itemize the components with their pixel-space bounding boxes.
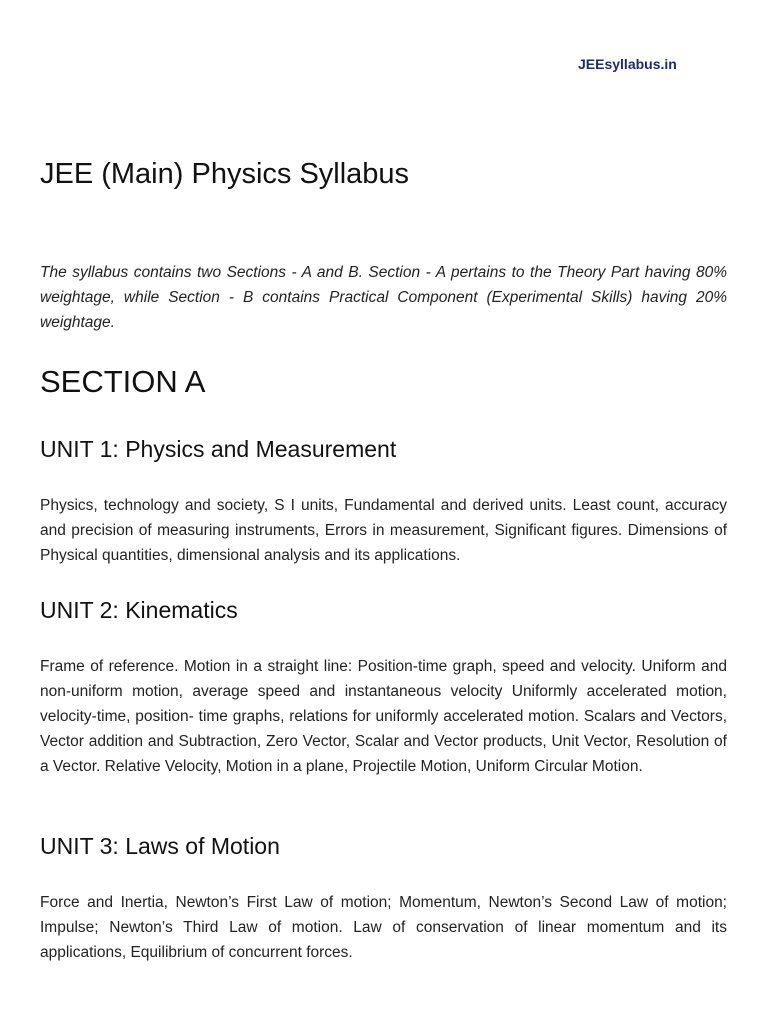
unit-2-body: Frame of reference. Motion in a straight line: Position-time graph, speed and velocity. Uniform and non-uniform motion, average speed and instantaneous velocity Uniformly accelerated motion, velocity-time, position- time graphs, relations for uniformly accelerated motion. Scalars and Vectors, Vector addition and Subtraction, Zero Vector, Scalar and Vector products, Unit Vector, Resolution of a Vector. Relative Velocity, Motion in a plane, Projectile Motion, Uniform Circular Motion.	[40, 658, 727, 775]
unit-3-heading: UNIT 3: Laws of Motion	[40, 833, 280, 859]
page-title: JEE (Main) Physics Syllabus	[40, 158, 410, 190]
unit-1-body: Physics, technology and society, S I units, Fundamental and derived units. Least count, accuracy and precision of measuring instruments, Errors in measurement, Significant figures. Dimensions of Physical quantities, dimensional analysis and its applications.	[40, 497, 727, 564]
unit-2-heading: UNIT 2: Kinematics	[40, 597, 238, 623]
site-link[interactable]: JEEsyllabus.in	[578, 56, 677, 72]
unit-1-heading: UNIT 1: Physics and Measurement	[40, 436, 397, 462]
unit-3-body: Force and Inertia, Newton’s First Law of motion; Momentum, Newton’s Second Law of motion; Impulse; Newton’s Third Law of motion. Law of conservation of linear momentum and its applications, Equilibrium of concurrent forces.	[40, 894, 727, 961]
intro-paragraph: The syllabus contains two Sections - A and B. Section - A pertains to the Theory Part having 80% weightage, while Section - B contains Practical Component (Experimental Skills) having 20% weightage.	[40, 264, 727, 331]
section-a-heading: SECTION A	[40, 364, 206, 399]
